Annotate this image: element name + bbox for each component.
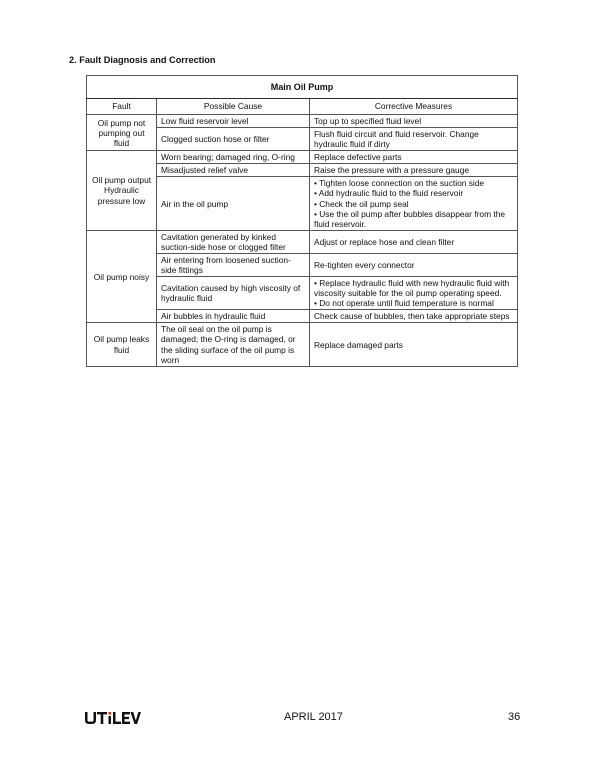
section-heading: 2. Fault Diagnosis and Correction — [69, 55, 216, 65]
measure-line: Adjust or replace hose and clean filter — [314, 236, 455, 247]
table-row — [87, 323, 518, 366]
measure-line: • Add hydraulic fluid to the fluid reservoir — [314, 188, 464, 199]
corrective-measures-cell — [310, 164, 518, 177]
possible-cause-cell: Cavitation generated by kinked suction-side hose or clogged filter — [157, 230, 310, 253]
table-title-row — [87, 76, 518, 99]
fault-cell: Oil pump noisy — [87, 230, 157, 323]
header-possible-cause: Possible Cause — [157, 99, 310, 115]
logo-wordmark-icon — [85, 712, 141, 724]
header-fault: Fault — [87, 99, 157, 115]
possible-cause-cell: Misadjusted relief valve — [157, 164, 310, 177]
table-row — [87, 115, 518, 128]
corrective-measures-cell — [310, 253, 518, 276]
measure-line: Check cause of bubbles, then take appropriate steps — [314, 311, 510, 322]
corrective-measures-cell — [310, 230, 518, 253]
fault-cell: Oil pump not pumping out fluid — [87, 115, 157, 151]
table-header-row — [87, 99, 518, 115]
corrective-measures-cell — [310, 128, 518, 151]
measure-line: Raise the pressure with a pressure gauge — [314, 165, 470, 176]
fault-diagnosis-table — [86, 75, 518, 367]
possible-cause-cell: Air entering from loosened suction-side fittings — [157, 253, 310, 276]
header-corrective-measures: Corrective Measures — [310, 99, 518, 115]
corrective-measures-cell — [310, 177, 518, 230]
utilev-logo — [84, 710, 142, 726]
measure-line: Top up to specified fluid level — [314, 116, 422, 126]
possible-cause-cell: Cavitation caused by high viscosity of hydraulic fluid — [157, 277, 310, 310]
corrective-measures-cell — [310, 277, 518, 310]
measure-line: Replace damaged parts — [314, 339, 403, 350]
measure-line: Re-tighten every connector — [314, 259, 415, 270]
table-row — [87, 151, 518, 164]
measure-line: • Do not operate until fluid temperature is normal — [314, 298, 494, 309]
measure-line: • Check the oil pump seal — [314, 198, 409, 209]
measure-line: • Replace hydraulic fluid with new hydraulic fluid with viscosity suitable for the oil pump operating speed. — [314, 278, 510, 299]
possible-cause-cell: The oil seal on the oil pump is damaged; the O-ring is damaged, or the sliding surface of the oil pump is worn — [157, 323, 310, 366]
corrective-measures-cell — [310, 115, 518, 128]
page-number: 36 — [508, 711, 521, 723]
corrective-measures-cell — [310, 310, 518, 323]
measure-line: Flush fluid circuit and fluid reservoir. Change hydraulic fluid if dirty — [314, 129, 479, 150]
page-footer — [0, 707, 600, 731]
table-title: Main Oil Pump — [87, 76, 518, 99]
possible-cause-cell: Air in the oil pump — [157, 177, 310, 230]
corrective-measures-cell — [310, 323, 518, 366]
measure-line: Replace defective parts — [314, 152, 402, 163]
corrective-measures-cell — [310, 151, 518, 164]
possible-cause-cell: Clogged suction hose or filter — [157, 128, 310, 151]
fault-cell: Oil pump output Hydraulic pressure low — [87, 151, 157, 231]
table-row — [87, 230, 518, 253]
fault-cell: Oil pump leaks fluid — [87, 323, 157, 366]
measure-line: • Tighten loose connection on the suction side — [314, 178, 485, 189]
possible-cause-cell: Low fluid reservoir level — [157, 115, 310, 128]
possible-cause-cell: Air bubbles in hydraulic fluid — [157, 310, 310, 323]
measure-line: • Use the oil pump after bubbles disappear from the fluid reservoir. — [314, 208, 506, 229]
footer-date: APRIL 2017 — [284, 711, 343, 723]
possible-cause-cell: Worn bearing; damaged ring, O-ring — [157, 151, 310, 164]
